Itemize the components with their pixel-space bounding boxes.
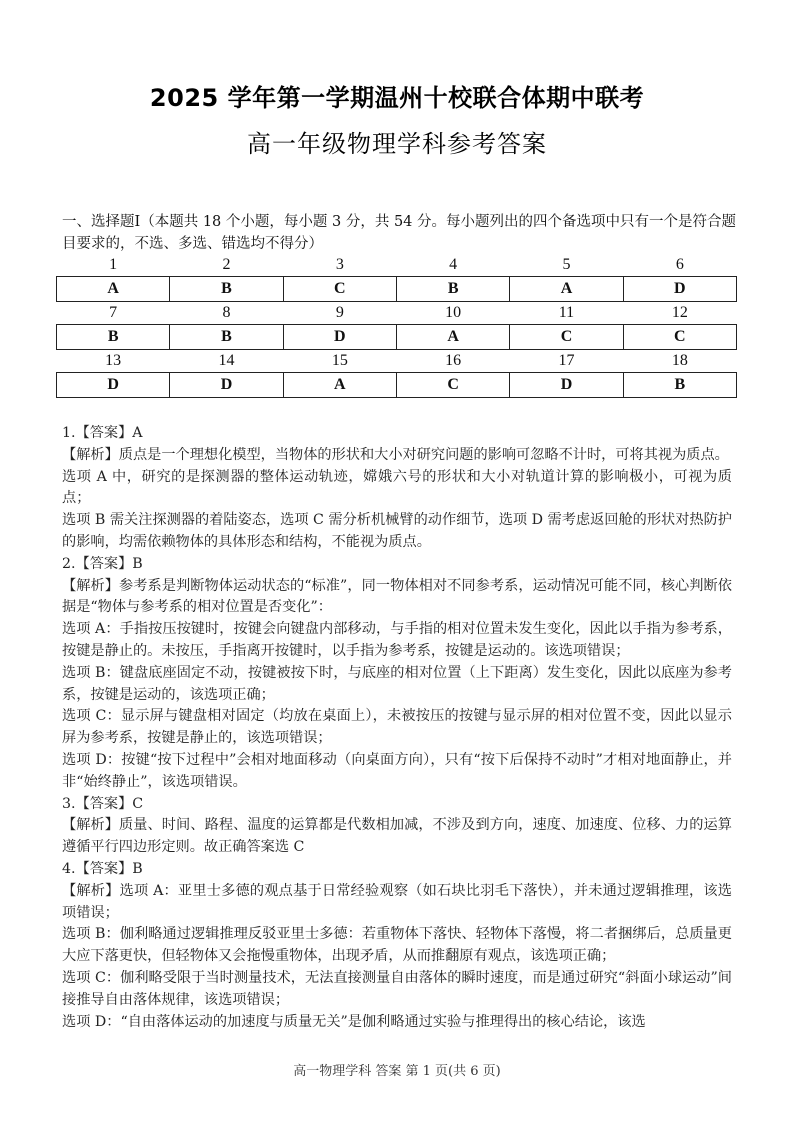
answer-cell: A (510, 277, 623, 302)
answer-cell: A (396, 325, 509, 350)
explanation-paragraph: 选项 A：手指按压按键时，按键会向键盘内部移动，与手指的相对位置未发生变化，因此以手指为参考系，按键是静止的。未按压，手指离开按键时，以手指为参考系，按键是运动的。该选项错误； (62, 621, 732, 659)
explanation-paragraph: 【解析】质点是一个理想化模型，当物体的形状和大小对研究问题的影响可忽略不计时，可将其视为质点。 (62, 446, 729, 463)
question-number-row (57, 302, 737, 325)
answer-cell: C (510, 325, 623, 350)
question-number: 8 (222, 304, 231, 321)
answer-cell: D (623, 277, 736, 302)
explanations (62, 423, 732, 1033)
answer-row (57, 325, 737, 350)
question-number: 1 (109, 256, 118, 273)
explanation-paragraph: 选项 C：伽利略受限于当时测量技术，无法直接测量自由落体的瞬时速度，而是通过研究“斜面小球运动”间接推导自由落体规律，该选项错误； (62, 969, 732, 1008)
answer-cell: A (57, 277, 170, 302)
question-number: 3 (335, 256, 344, 273)
section-heading: 一、选择题Ⅰ（本题共 18 个小题，每小题 3 分，共 54 分。每小题列出的四个备选项中只有一个是符合题目要求的，不选、多选、错选均不得分） (62, 214, 737, 252)
answer-cell: B (396, 277, 509, 302)
answer-row (57, 373, 737, 398)
question-number: 15 (331, 352, 348, 369)
explanation-paragraph: 选项 D：按键“按下过程中”会相对地面移动（向桌面方向），只有“按下后保持不动时”才相对地面静止，并非“始终静止”，该选项错误。 (62, 751, 732, 790)
question-number: 11 (558, 304, 575, 321)
answer-cell: D (57, 373, 170, 398)
question-number: 17 (558, 352, 575, 369)
answer-label: 2.【答案】B (62, 555, 143, 572)
answer-cell: B (57, 325, 170, 350)
answer-cell: D (510, 373, 623, 398)
answer-cell: B (170, 277, 283, 302)
explanation-paragraph: 选项 B 需关注探测器的着陆姿态，选项 C 需分析机械臂的动作细节，选项 D 需考虑返回舱的形状对热防护的影响，均需依赖物体的具体形态和结构，不能视为质点。 (62, 512, 732, 550)
answer-table (56, 254, 737, 398)
question-number: 10 (445, 304, 462, 321)
answer-cell: B (623, 373, 736, 398)
explanation-paragraph: 选项 A 中，研究的是探测器的整体运动轨迹，嫦娥六号的形状和大小对轨道计算的影响极小，可视为质点； (62, 468, 732, 507)
explanation-paragraph: 选项 B：键盘底座固定不动，按键被按下时，与底座的相对位置（上下距离）发生变化，因此以底座为参考系，按键是运动的，该选项正确； (62, 664, 732, 703)
question-number-row (57, 350, 737, 373)
page-footer: 高一物理学科 答案 第 1 页(共 6 页) (293, 1064, 501, 1079)
answer-cell: B (170, 325, 283, 350)
answer-label: 3.【答案】C (62, 795, 144, 812)
answer-label: 4.【答案】B (62, 860, 143, 877)
answer-cell: C (396, 373, 509, 398)
document-subtitle: 高一年级物理学科参考答案 (247, 130, 547, 158)
explanation-paragraph: 【解析】选项 A：亚里士多德的观点基于日常经验观察（如石块比羽毛下落快），并未通过逻辑推理，该选项错误； (62, 882, 732, 921)
explanation-paragraph: 选项 C：显示屏与键盘相对固定（均放在桌面上），未被按压的按键与显示屏的相对位置不变，因此以显示屏为参考系，按键是静止的，该选项错误； (62, 708, 732, 747)
explanation-paragraph: 选项 B：伽利略通过逻辑推理反驳亚里士多德：若重物体下落快、轻物体下落慢，将二者捆绑后，总质量更大应下落更快，但轻物体又会拖慢重物体，出现矛盾，从而推翻原有观点，该选项正确； (62, 926, 732, 965)
answer-cell: D (170, 373, 283, 398)
question-number: 14 (218, 352, 235, 369)
question-number-row (57, 254, 737, 277)
explanation-paragraph: 【解析】质量、时间、路程、温度的运算都是代数相加减，不涉及到方向，速度、加速度、位移、力的运算遵循平行四边形定则。故正确答案选 C (62, 817, 732, 856)
question-number: 9 (335, 304, 344, 321)
question-number: 5 (562, 256, 571, 273)
question-number: 4 (449, 256, 458, 273)
question-number: 6 (675, 256, 684, 273)
document-title: 2025 学年第一学期温州十校联合体期中联考 (149, 84, 645, 112)
question-number: 2 (222, 256, 231, 273)
question-number: 13 (105, 352, 122, 369)
answer-cell: C (623, 325, 736, 350)
question-number: 16 (445, 352, 462, 369)
explanation-paragraph: 选项 D：“自由落体运动的加速度与质量无关”是伽利略通过实验与推理得出的核心结论，该选 (62, 1013, 646, 1030)
question-number: 7 (109, 304, 118, 321)
answer-row (57, 277, 737, 302)
question-number: 18 (671, 352, 688, 369)
answer-label: 1.【答案】A (62, 425, 143, 441)
question-number: 12 (671, 304, 688, 321)
answer-cell: A (283, 373, 396, 398)
explanation-paragraph: 【解析】参考系是判断物体运动状态的“标准”，同一物体相对不同参考系，运动情况可能不同，核心判断依据是“物体与参考系的相对位置是否变化”： (62, 577, 732, 616)
answer-cell: C (283, 277, 396, 302)
answer-cell: D (283, 325, 396, 350)
